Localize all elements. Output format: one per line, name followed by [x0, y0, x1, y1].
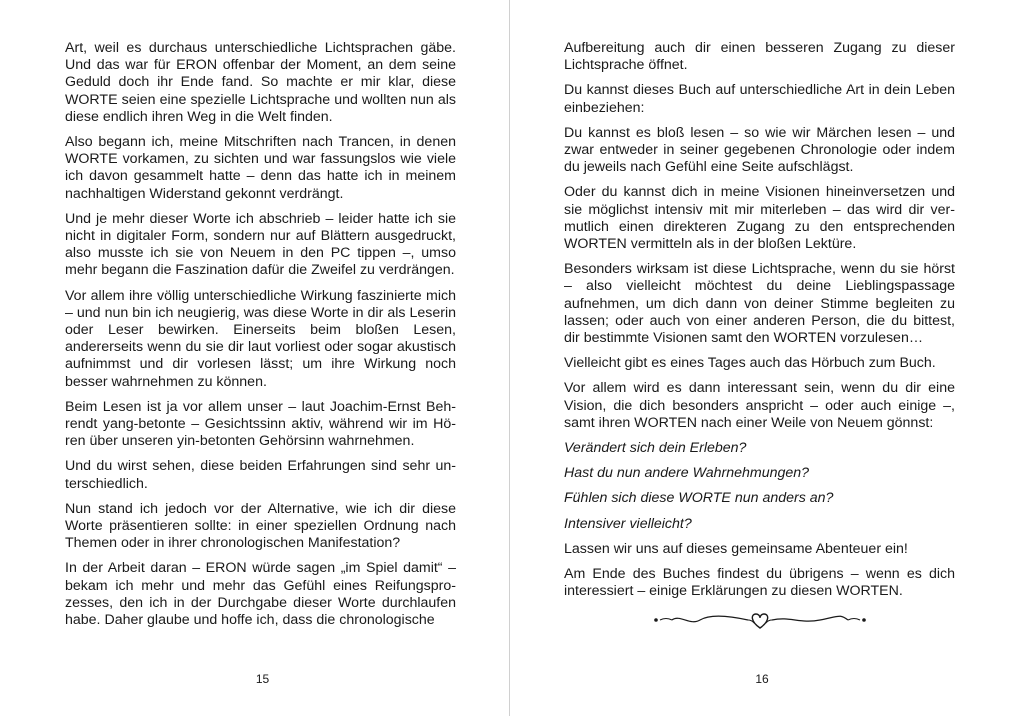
- right-page-text: [564, 40, 955, 632]
- page-number-right: 16: [755, 672, 769, 686]
- paragraph: Art, weil es durchaus unterschiedliche Lichtsprachen gäbe. Und das war für ERON offenbar der Moment, an dem seine Geduld doch ihr Ende fand. So machte er mir klar, diese WORTE seien eine spezielle Lichtsprache und wollten nun als diese endlich ihren Weg in die Welt finden.: [65, 40, 456, 125]
- paragraph: Vor allem ihre völlig unterschiedliche Wirkung faszinierte mich – und nun bin ich neugierig, was diese Worte in dir als Leserin oder Leser bewirken. Einerseits beim bloßen Lesen, andererseits wenn du sie dir laut vorliest oder sogar akustisch aufnimmst und dir vorlesen lässt; um ihre Wirkung noch besser wahrnehmen zu können.: [65, 287, 456, 390]
- left-page: [0, 0, 509, 716]
- paragraph: In der Arbeit daran – ERON würde sagen „im Spiel damit“ – bekam ich mehr und mehr das Gefühl eines Reifungsprozesses, den ich in der Durchgabe dieser Worte durchlaufen habe. Daher glaube und hoffe ich, dass die chronologische: [65, 560, 456, 629]
- italic-question: Fühlen sich diese WORTE nun anders an?: [564, 490, 834, 507]
- paragraph: Vor allem wird es dann interessant sein, wenn du dir eine Vision, die dich besonders anspricht – oder auch einige –, samt ihren WORTEN nach einer Weile von Neuem gönnst:: [564, 380, 955, 431]
- paragraph: Aufbereitung auch dir einen besseren Zugang zu dieser Lichtsprache öffnet.: [564, 40, 955, 74]
- paragraph: Und du wirst sehen, diese beiden Erfahrungen sind sehr unterschiedlich.: [65, 458, 456, 492]
- heart-flourish-divider-icon: [650, 608, 870, 632]
- italic-question: Verändert sich dein Erleben?: [564, 440, 747, 457]
- paragraph: Am Ende des Buches findest du übrigens – wenn es dich interessiert – einige Erklärungen zu diesen WORTEN.: [564, 566, 955, 600]
- left-page-text: [65, 40, 456, 637]
- paragraph: Vielleicht gibt es eines Tages auch das Hörbuch zum Buch.: [564, 355, 936, 372]
- paragraph: Besonders wirksam ist diese Lichtsprache, wenn du sie hörst – also vielleicht möchtest du deine Lieblingspassage aufnehmen, um dich dann von deiner Stimme begleiten zu lassen; oder auch von einer anderen Person, die du bittest, dir bestimmte Visionen samt den WORTEN vorzulesen…: [564, 261, 955, 347]
- paragraph: Beim Lesen ist ja vor allem unser – laut Joachim-Ernst Behrendt yang-betonte – Gesichtssinn aktiv, während wir im Hören über unseren yin-betonten Gehörsinn wahrnehmen.: [65, 398, 456, 450]
- paragraph: Oder du kannst dich in meine Visionen hineinversetzen und sie möglichst intensiv mit mir miterleben – das wird dir vermutlich einen direkteren Zugang zu den entsprechenden WORTEN vermitteln als in der bloßen Lektüre.: [564, 184, 955, 253]
- paragraph: Du kannst dieses Buch auf unterschiedliche Art in dein Leben einbeziehen:: [564, 82, 955, 116]
- paragraph: Also begann ich, meine Mitschriften nach Trancen, in denen WORTE vorkamen, zu sichten und war fassungslos wie viele ich davon gesammelt hatte – denn das hatte ich in meinem nachhaltigen Widerstand gekonnt verdrängt.: [65, 134, 456, 202]
- right-page: [510, 0, 1020, 716]
- italic-question: Intensiver vielleicht?: [564, 515, 692, 532]
- paragraph: Du kannst es bloß lesen – so wie wir Märchen lesen – und zwar entweder in seiner gegebenen Chronologie oder indem du jeweils nach Gefühl eine Seite aufschlägst.: [564, 124, 955, 176]
- page-number-left: 15: [255, 672, 270, 686]
- paragraph: Nun stand ich jedoch vor der Alternative, wie ich dir diese Worte präsentieren sollte: in einer speziellen Ordnung nach Themen oder in ihrer chronologischen Manifestation?: [65, 500, 456, 552]
- paragraph: Lassen wir uns auf dieses gemeinsame Abenteuer ein!: [564, 540, 908, 557]
- paragraph: Und je mehr dieser Worte ich abschrieb – leider hatte ich sie nicht in digitaler Form, sondern nur auf Blättern ausgedruckt, also musste ich sie von Neuem in den PC tippen –, umso mehr begann die Faszination dafür die Zweifel zu verdrängen.: [65, 210, 456, 279]
- italic-question: Hast du nun andere Wahrnehmungen?: [564, 465, 810, 482]
